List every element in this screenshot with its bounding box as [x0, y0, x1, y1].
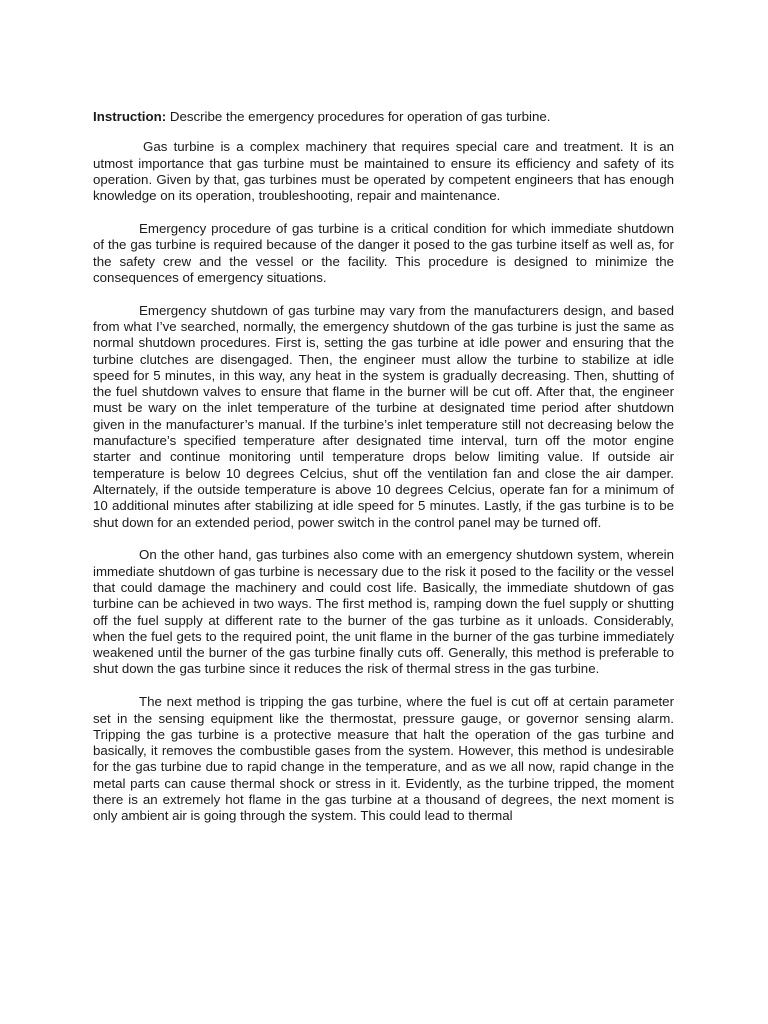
paragraph-3: Emergency shutdown of gas turbine may vary from the manufacturers design, and based from what I’ve searched, normally, the emergency shutdown of the gas turbine is just the same as normal shutdown procedures. First is, setting the gas turbine at idle power and ensuring that the turbine clutches are disengaged. Then, the engineer must allow the turbine to stabilize at idle speed for 5 minutes, in this way, any heat in the system is gradually decreasing. Then, shutting of the fuel shutdown valves to ensure that flame in the burner will be cut off. After that, the engineer must be wary on the inlet temperature of the turbine at designated time period after shutdown given in the manufacturer’s manual. If the turbine’s inlet temperature still not decreasing below the manufacture’s specified temperature after designated time interval, turn off the motor engine starter and continue monitoring until temperature drops below limiting value. If outside air temperature is below 10 degrees Celcius, shut off the ventilation fan and close the air damper. Alternately, if the outside temperature is above 10 degrees Celcius, operate fan for a minimum of 10 additional minutes after stabilizing at idle speed for 5 minutes. Lastly, if the gas turbine is to be shut down for an extended period, power switch in the control panel may be turned off.: [93, 302, 674, 530]
instruction-text: Describe the emergency procedures for operation of gas turbine.: [166, 109, 551, 124]
paragraph-2: Emergency procedure of gas turbine is a critical condition for which immediate shutdown of the gas turbine is required because of the danger it posed to the gas turbine itself as well as, for the safety crew and the vessel or the facility. This procedure is designed to minimize the consequences of emergency situations.: [93, 220, 674, 285]
paragraph-5: The next method is tripping the gas turbine, where the fuel is cut off at certain parameter set in the sensing equipment like the thermostat, pressure gauge, or governor sensing alarm. Tripping the gas turbine is a protective measure that halt the operation of the gas turbine and basically, it removes the combustible gases from the system. However, this method is undesirable for the gas turbine due to rapid change in the temperature, and as we all now, rapid change in the metal parts can cause thermal shock or stress in it. Evidently, as the turbine tripped, the moment there is an extremely hot flame in the gas turbine at a thousand of degrees, the next moment is only ambient air is going through the system. This could lead to thermal: [93, 694, 674, 824]
instruction-line: [93, 109, 674, 125]
instruction-label: Instruction:: [93, 109, 167, 124]
paragraph-4: On the other hand, gas turbines also come with an emergency shutdown system, wherein immediate shutdown of gas turbine is necessary due to the risk it posed to the facility or the vessel that could damage the machinery and could cost life. Basically, the immediate shutdown of gas turbine can be achieved in two ways. The first method is, ramping down the fuel supply or shutting off the fuel supply at different rate to the burner of the gas turbine as it unloads. Considerably, when the fuel gets to the required point, the unit flame in the burner of the gas turbine immediately weakened until the burner of the gas turbine finally cuts off. Generally, this method is preferable to shut down the gas turbine since it reduces the risk of thermal stress in the gas turbine.: [93, 547, 674, 677]
paragraph-1: Gas turbine is a complex machinery that requires special care and treatment. It is an utmost importance that gas turbine must be maintained to ensure its efficiency and safety of its operation. Given by that, gas turbines must be operated by competent engineers that has enough knowledge on its operation, troubleshooting, repair and maintenance.: [93, 139, 674, 204]
document-body: [93, 109, 674, 841]
